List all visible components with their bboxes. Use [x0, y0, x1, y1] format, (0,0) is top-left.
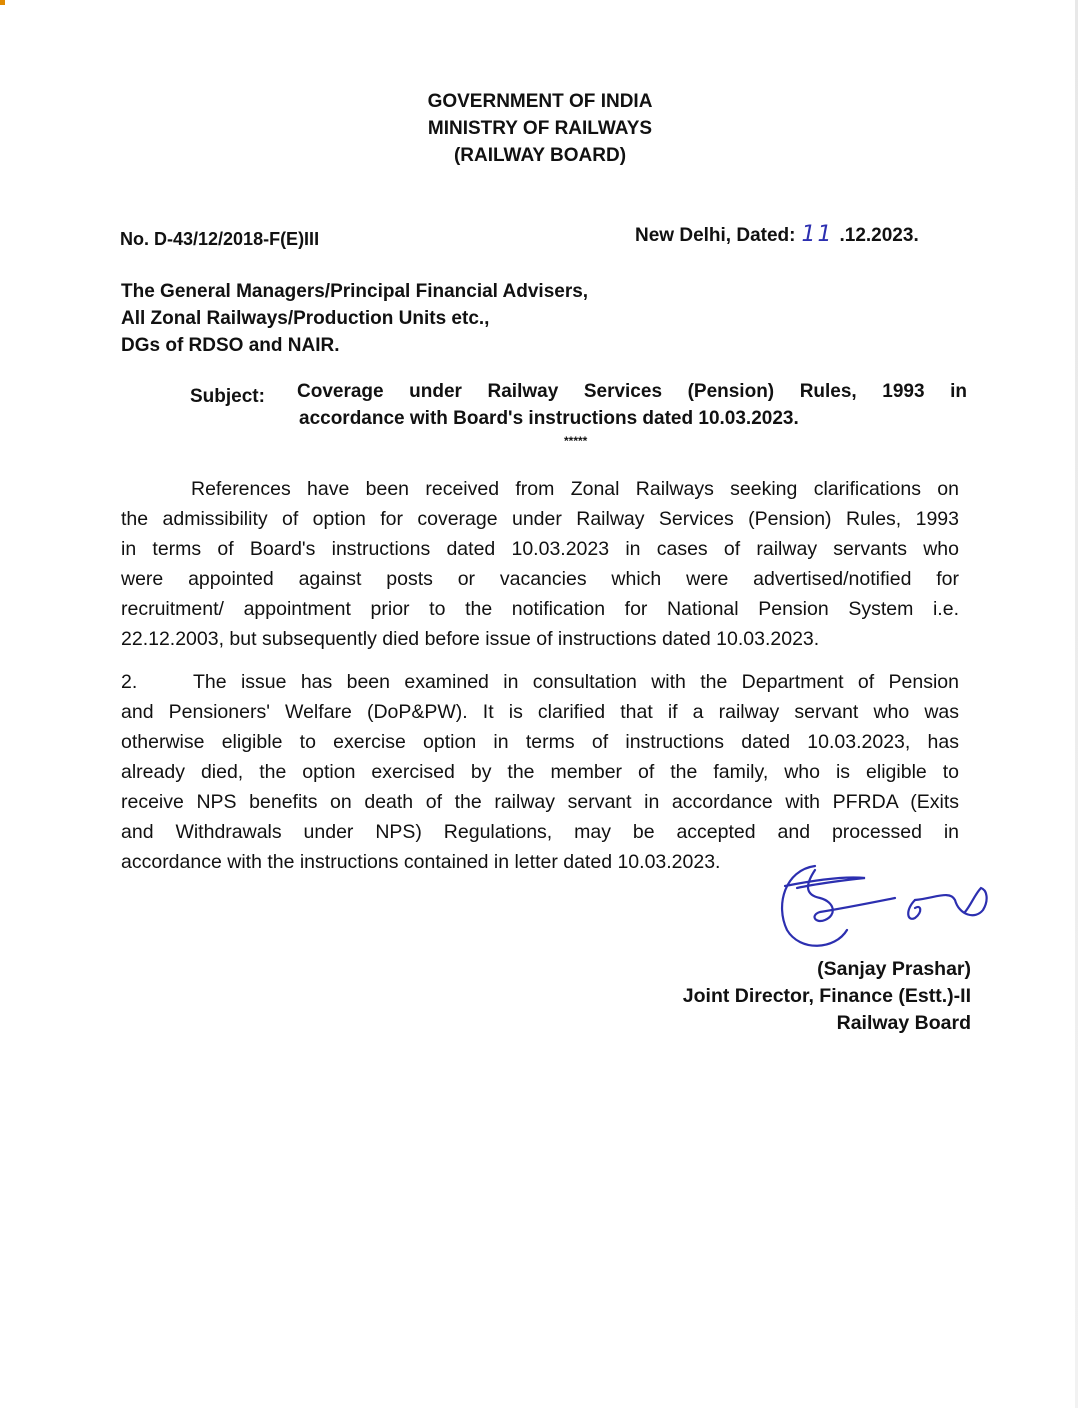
- letterhead: [0, 88, 1078, 169]
- scan-corner-mark: [0, 0, 5, 5]
- addressee-line: All Zonal Railways/Production Units etc.,: [121, 308, 490, 329]
- reference-number: No. D-43/12/2018-F(E)III: [120, 229, 320, 249]
- addressee-line: DGs of RDSO and NAIR.: [121, 335, 340, 356]
- paragraph-line: in terms of Board's instructions dated 10.03.2023 in cases of railway servants who: [121, 538, 959, 560]
- subject-line-2: accordance with Board's instructions dated 10.03.2023.: [299, 408, 799, 429]
- subject-label: Subject:: [190, 386, 265, 407]
- subject-separator: *****: [564, 434, 588, 448]
- paragraph-line: already died, the option exercised by the member of the family, who is eligible to: [121, 761, 959, 783]
- paragraph-line: and Pensioners' Welfare (DoP&PW). It is clarified that if a railway servant who was: [121, 701, 959, 723]
- paragraph-line: The issue has been examined in consultation with the Department of Pension: [193, 671, 959, 693]
- paragraph-line: and Withdrawals under NPS) Regulations, may be accepted and processed in: [121, 821, 959, 843]
- handwritten-day: 11: [801, 222, 834, 247]
- paragraph-line: accordance with the instructions contained in letter dated 10.03.2023.: [121, 851, 721, 873]
- paragraph-line: References have been received from Zonal Railways seeking clarifications on: [191, 478, 959, 500]
- letter-date: [635, 222, 919, 247]
- addressee-line: The General Managers/Principal Financial Advisers,: [121, 281, 589, 302]
- addressees: [121, 278, 588, 359]
- paragraph-line: receive NPS benefits on death of the railway servant in accordance with PFRDA (Exits: [121, 791, 959, 813]
- paragraph-line: 22.12.2003, but subsequently died before issue of instructions dated 10.03.2023.: [121, 628, 820, 650]
- signatory-name: (Sanjay Prashar): [817, 958, 971, 980]
- paragraph-line: were appointed against posts or vacancies which were advertised/notified for: [121, 568, 959, 590]
- paragraph-line: recruitment/ appointment prior to the notification for National Pension System i.e.: [121, 598, 959, 620]
- letterhead-board: (RAILWAY BOARD): [453, 145, 627, 166]
- handwritten-signature: [775, 860, 995, 960]
- date-prefix: New Delhi, Dated:: [635, 225, 796, 246]
- paragraph-number: 2.: [121, 671, 138, 693]
- subject-line-1: Coverage under Railway Services (Pension) Rules, 1993 in: [297, 381, 967, 402]
- signature-block: [683, 956, 971, 1037]
- signatory-designation: Joint Director, Finance (Estt.)-II: [682, 985, 971, 1007]
- paragraph-1: [121, 474, 959, 654]
- letterhead-ministry: MINISTRY OF RAILWAYS: [427, 118, 653, 139]
- paragraph-line: otherwise eligible to exercise option in terms of instructions dated 10.03.2023, has: [121, 731, 959, 753]
- paragraph-2: [121, 667, 959, 877]
- paragraph-line: the admissibility of option for coverage under Railway Services (Pension) Rules, 1993: [121, 508, 959, 530]
- letterhead-government: GOVERNMENT OF INDIA: [427, 91, 653, 112]
- signatory-office: Railway Board: [836, 1012, 971, 1034]
- date-suffix: .12.2023.: [839, 225, 919, 246]
